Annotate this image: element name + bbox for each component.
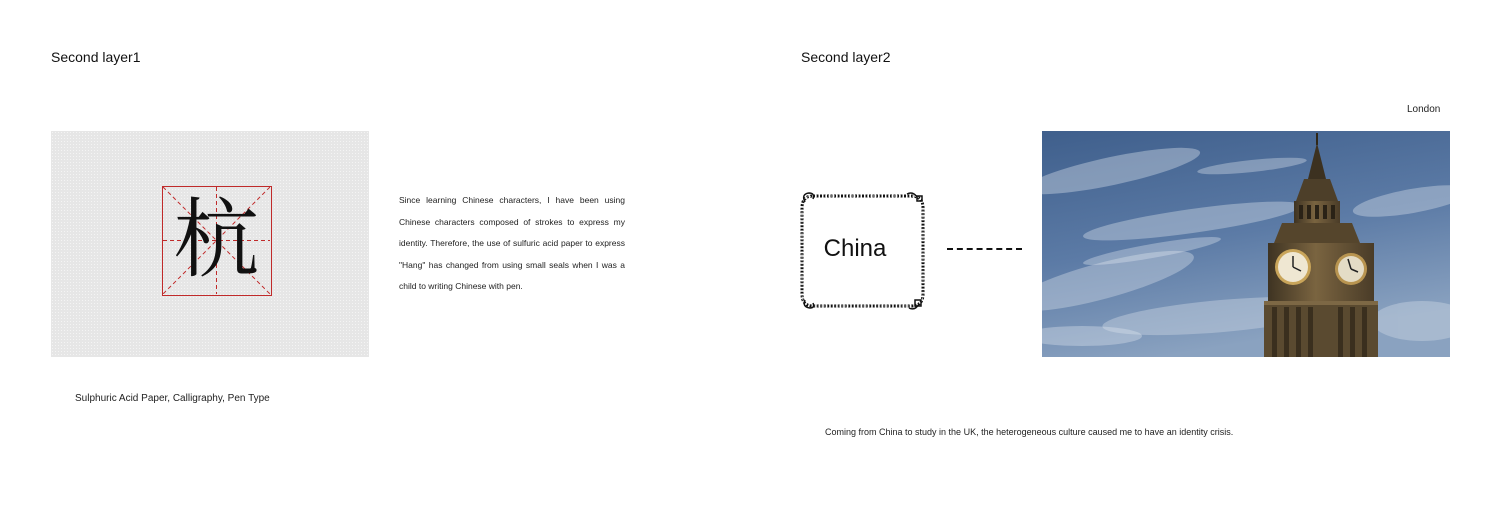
left-section-heading: Second layer1: [51, 49, 141, 65]
right-caption: Coming from China to study in the UK, the heterogeneous culture caused me to have an identity crisis.: [825, 427, 1234, 437]
frame-label: China: [823, 235, 887, 262]
description-paragraph: Since learning Chinese characters, I have been using Chinese characters composed of strokes to express my identity. Therefore, the use of sulfuric acid paper to express "Hang" has changed from using small seals when I was a child to writing Chinese with pen.: [399, 195, 625, 291]
right-section-heading: Second layer2: [801, 49, 891, 65]
left-caption: Sulphuric Acid Paper, Calligraphy, Pen Type: [75, 393, 270, 404]
location-label: London: [1407, 104, 1441, 115]
ornamental-frame: [799, 190, 929, 311]
calligraphy-grid: [162, 186, 272, 296]
chinese-character: 杭: [173, 190, 260, 290]
dashed-connector: [947, 248, 1022, 250]
big-ben-illustration: [1042, 131, 1450, 357]
big-ben-photo: [1042, 131, 1450, 357]
